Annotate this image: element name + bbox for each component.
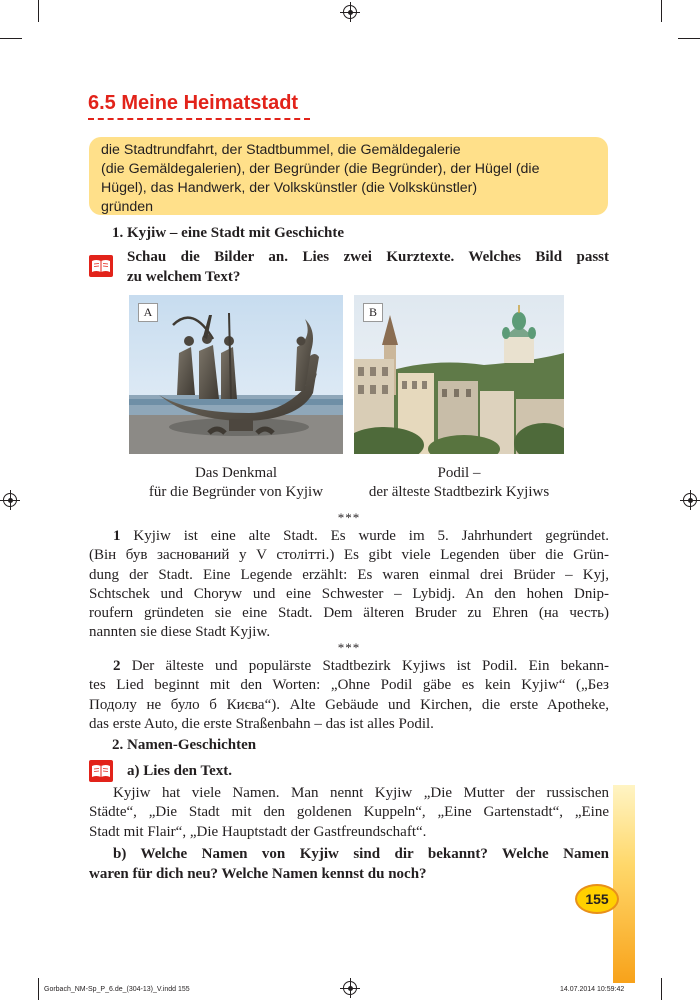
page-title: 6.5 Meine Heimatstadt: [88, 92, 299, 114]
exercise-2-heading: 2. Namen-Geschichten: [112, 737, 257, 753]
separator: ***: [337, 640, 361, 655]
photo-label-b: B: [363, 303, 383, 322]
text-2: [89, 657, 609, 734]
photo-label-a: A: [138, 303, 158, 322]
exercise-2-text: [89, 784, 609, 842]
crop-mark: [661, 0, 662, 22]
text-line: nannten sie diese Stadt Kyjiw.: [89, 624, 271, 641]
crop-mark: [0, 38, 22, 39]
vocab-line: gründen: [101, 199, 154, 215]
text-line: dung der Stadt. Eine Legende erzählt: Es waren einmal drei Brüder – Kyj,: [89, 566, 609, 583]
vocab-line: Hügel), das Handwerk, der Volkskünstler (die Volkskünstler): [101, 180, 478, 196]
title-underline: [88, 118, 310, 120]
text-number: 1: [113, 528, 121, 544]
caption-line: Das Denkmal: [194, 465, 278, 481]
page-number: 155: [575, 884, 619, 914]
vocab-line: die Stadtrundfahrt, der Stadtbummel, die Gemäldegalerie: [101, 142, 461, 158]
crop-mark: [38, 0, 39, 22]
exercise-1-task: [127, 247, 609, 287]
text-line: Schtschek und Choryw und eine Schwester – Lybidj. An den hohen Dnip-: [89, 585, 609, 602]
registration-mark-icon: [683, 493, 697, 507]
registration-mark-icon: [3, 493, 17, 507]
side-bar: [613, 785, 635, 983]
crop-mark: [661, 978, 662, 1000]
vocab-line: (die Gemäldegalerien), der Begründer (die Begründer), der Hügel (die: [101, 161, 540, 177]
registration-mark-icon: [343, 5, 357, 19]
task-line: Schau die Bilder an. Lies zwei Kurztexte. Welches Bild passt: [127, 249, 609, 265]
exercise-2-task-a: a) Lies den Text.: [127, 763, 233, 779]
photo-founders-monument: [129, 295, 343, 454]
photo-podil-district: [354, 295, 564, 454]
text-line: Städte“, „Die Stadt mit den goldenen Kuppeln“, „Eine Gartenstadt“, „Eine: [89, 804, 609, 821]
separator: ***: [337, 510, 361, 525]
crop-mark: [678, 38, 700, 39]
caption-b: [354, 464, 564, 502]
book-icon: [89, 760, 113, 782]
exercise-2-task-b: [89, 844, 609, 884]
task-line: zu welchem Text?: [127, 269, 241, 285]
text-line: Kyjiw hat viele Namen. Man nennt Kyjiw „Die Mutter der russischen: [113, 785, 609, 801]
caption-line: der älteste Stadtbezirk Kyjiws: [368, 484, 550, 500]
text-line: Stadt mit Flair“, „Die Hauptstadt der Gastfreundschaft“.: [89, 823, 427, 840]
text-line: 1 Kyjiw ist eine alte Stadt. Es wurde im 5. Jahrhundert gegründet.: [113, 528, 610, 544]
exercise-1-heading: 1. Kyjiw – eine Stadt mit Geschichte: [112, 225, 345, 241]
footer-file-info: Gorbach_NM-Sp_P_6.de_(304-13)_V.indd 155: [44, 986, 190, 993]
text-line: Подолу не було б Києва“). Alte Gebäude und Kirchen, die erste Apotheke,: [89, 696, 609, 713]
registration-mark-icon: [343, 981, 357, 995]
vocabulary-box: [89, 137, 608, 215]
text-line: das erste Auto, die erste Straßenbahn – das ist alles Podil.: [89, 715, 434, 732]
caption-line: für die Begründer von Kyjiw: [148, 484, 324, 500]
text-line: tes Lied beginnt mit den Worten: „Ohne Podil gäbe es kein Kyjiw“ („Без: [89, 677, 609, 694]
text-line: (Він був заснований у V столітті.) Es gibt viele Legenden über die Grün-: [89, 547, 609, 564]
book-icon: [89, 255, 113, 277]
caption-line: Podil –: [437, 465, 481, 481]
text-line: 2 Der älteste und populärste Stadtbezirk Kyjiws ist Podil. Ein bekann-: [113, 658, 610, 674]
text-number: 2: [113, 658, 121, 674]
task-line: waren für dich neu? Welche Namen kennst du noch?: [89, 866, 427, 882]
footer-timestamp: 14.07.2014 10:59:42: [560, 986, 625, 993]
text-1: [89, 527, 609, 643]
crop-mark: [38, 978, 39, 1000]
text-line: roufern gründeten sie eine Stadt. Dem älteren Bruder zu Ehren (на честь): [89, 605, 609, 622]
caption-a: [129, 464, 343, 502]
task-line: b) Welche Namen von Kyjiw sind dir bekannt? Welche Namen: [113, 846, 609, 862]
